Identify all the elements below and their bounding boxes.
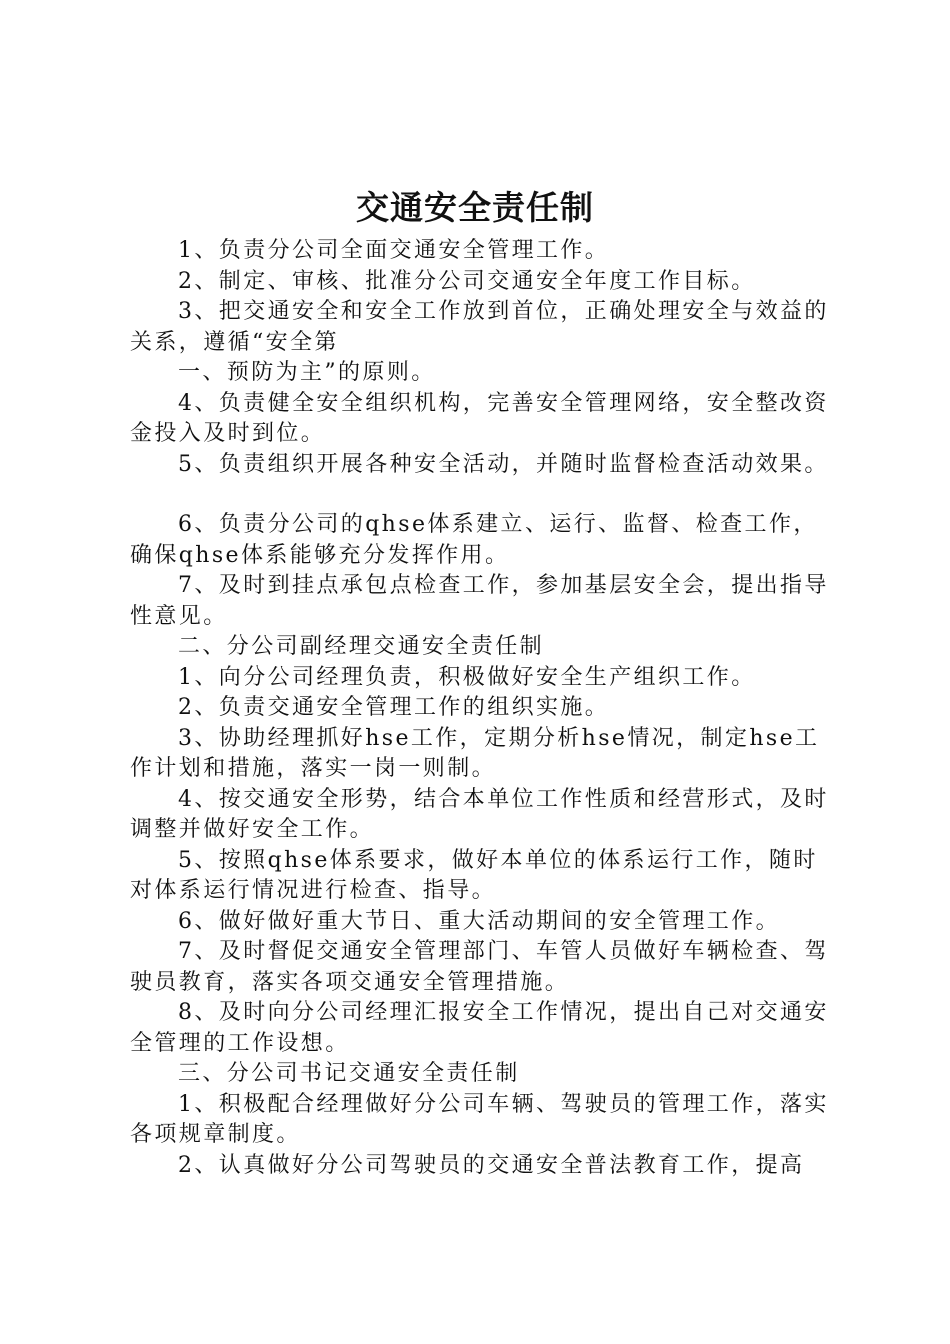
paragraph: 7、及时到挂点承包点检查工作，参加基层安全会，提出指导性意见。 (130, 573, 829, 629)
paragraph: 5、负责组织开展各种安全活动，并随时监督检查活动效果。 (178, 451, 829, 477)
paragraph: 2、认真做好分公司驾驶员的交通安全普法教育工作，提高 (178, 1152, 805, 1178)
paragraph: 一、预防为主”的原则。 (178, 360, 436, 385)
document-body (130, 236, 835, 1181)
paragraph: 4、按交通安全形势，结合本单位工作性质和经营形式，及时调整并做好安全工作。 (130, 786, 829, 842)
section-heading: 二、分公司副经理交通安全责任制 (178, 634, 545, 659)
paragraph: 3、把交通安全和安全工作放到首位，正确处理安全与效益的关系，遵循“安全第 (130, 299, 829, 355)
paragraph: 5、按照qhse体系要求，做好本单位的体系运行工作，随时对体系运行情况进行检查、指导。 (130, 847, 818, 903)
paragraph: 8、及时向分公司经理汇报安全工作情况，提出自己对交通安全管理的工作设想。 (130, 1000, 829, 1056)
paragraph: 1、负责分公司全面交通安全管理工作。 (178, 238, 610, 263)
paragraph: 7、及时督促交通安全管理部门、车管人员做好车辆检查、驾驶员教育，落实各项交通安全管理措施。 (130, 939, 829, 995)
paragraph: 6、负责分公司的qhse体系建立、运行、监督、检查工作，确保qhse体系能够充分发挥作用。 (130, 512, 818, 568)
paragraph: 3、协助经理抓好hse工作，定期分析hse情况，制定hse工作计划和措施，落实一岗一则制。 (130, 725, 820, 781)
paragraph: 1、向分公司经理负责，积极做好安全生产组织工作。 (178, 664, 756, 690)
paragraph: 1、积极配合经理做好分公司车辆、驾驶员的管理工作，落实各项规章制度。 (130, 1091, 829, 1147)
paragraph: 2、制定、审核、批准分公司交通安全年度工作目标。 (178, 268, 756, 294)
document-title: 交通安全责任制 (356, 188, 594, 227)
paragraph: 2、负责交通安全管理工作的组织实施。 (178, 695, 610, 720)
paragraph: 6、做好做好重大节日、重大活动期间的安全管理工作。 (178, 908, 780, 934)
section-heading: 三、分公司书记交通安全责任制 (178, 1061, 520, 1086)
paragraph: 4、负责健全安全组织机构，完善安全管理网络，安全整改资金投入及时到位。 (130, 390, 829, 446)
